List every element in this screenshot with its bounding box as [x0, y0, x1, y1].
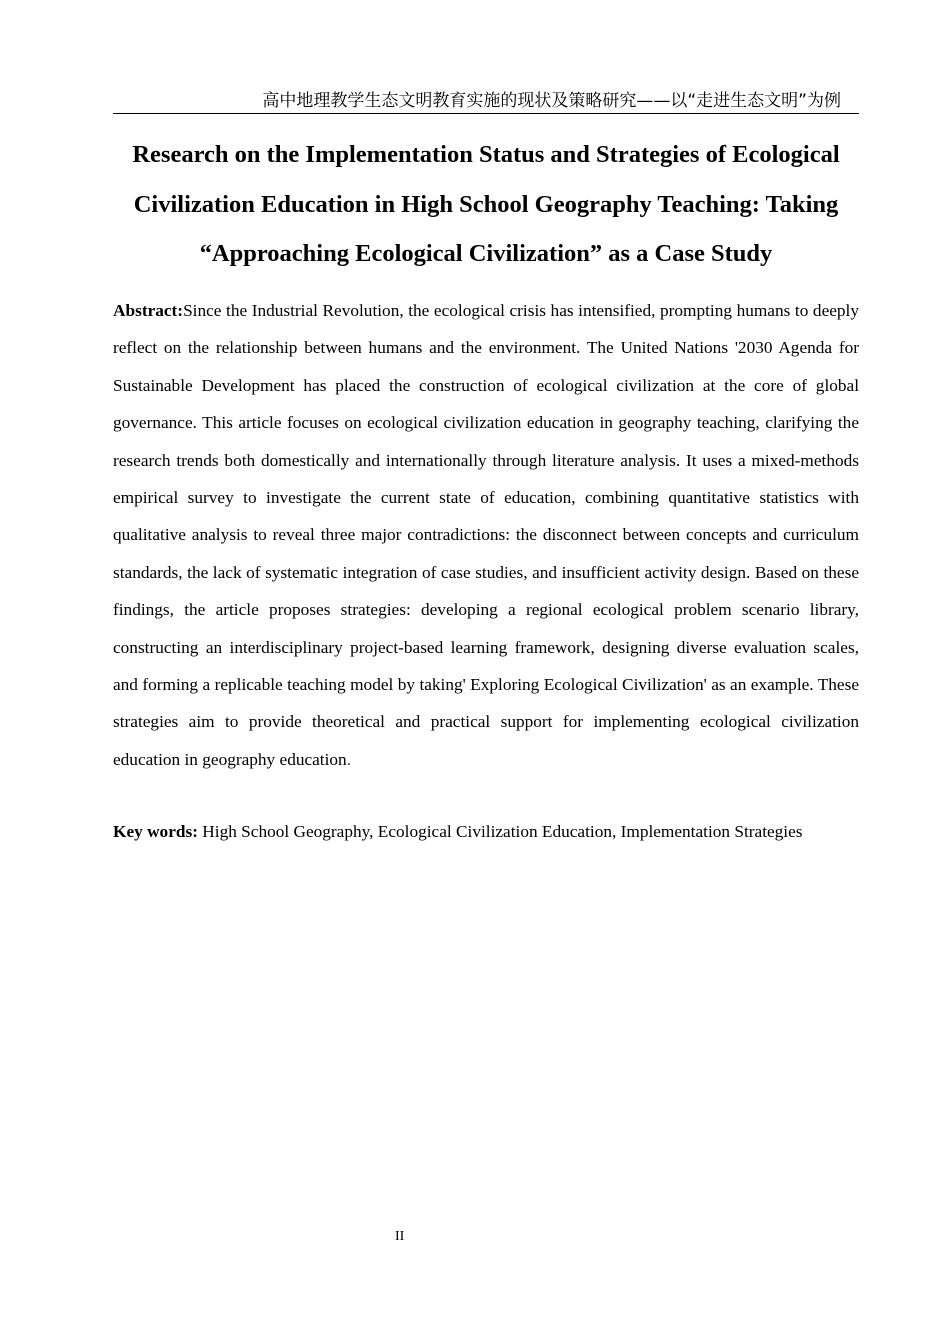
- keywords-label: Key words:: [113, 822, 198, 841]
- keywords-paragraph: [113, 813, 859, 850]
- abstract-text: Since the Industrial Revolution, the ecological crisis has intensified, prompting humans to deeply reflect on the relationship between humans and the environment. The United Nations '2030 Agenda for Sustainable Development has placed the construction of ecological civilization at the core of global governance. This article focuses on ecological civilization education in geography teaching, clarifying the research trends both domestically and internationally through literature analysis. It uses a mixed-methods empirical survey to investigate the current state of education, combining quantitative statistics with qualitative analysis to reveal three major contradictions: the disconnect between concepts and curriculum standards, the lack of systematic integration of case studies, and insufficient activity design. Based on these findings, the article proposes strategies: developing a regional ecological problem scenario library, constructing an interdisciplinary project-based learning framework, designing diverse evaluation scales, and forming a replicable teaching model by taking' Exploring Ecological Civilization' as an example. These strategies aim to provide theoretical and practical support for implementing ecological civilization education in geography education: [113, 301, 859, 769]
- abstract-paragraph: [113, 292, 859, 778]
- running-header-title: 高中地理教学生态文明教育实施的现状及策略研究——以“走进生态文明”为例: [262, 91, 841, 111]
- title-line-3: “Approaching Ecological Civilization” as a Case Study: [199, 240, 773, 267]
- abstract-end-mark: .: [346, 749, 352, 769]
- keywords-text: High School Geography, Ecological Civilization Education, Implementation Strategies: [197, 822, 803, 841]
- paper-title: [113, 130, 859, 279]
- page-number: II: [395, 1229, 405, 1244]
- title-line-1: Research on the Implementation Status and Strategies of Ecological: [132, 141, 840, 168]
- title-line-2: Civilization Education in High School Geography Teaching: Taking: [133, 190, 839, 218]
- running-header: [113, 90, 859, 114]
- abstract-label: Abstract:: [113, 301, 184, 320]
